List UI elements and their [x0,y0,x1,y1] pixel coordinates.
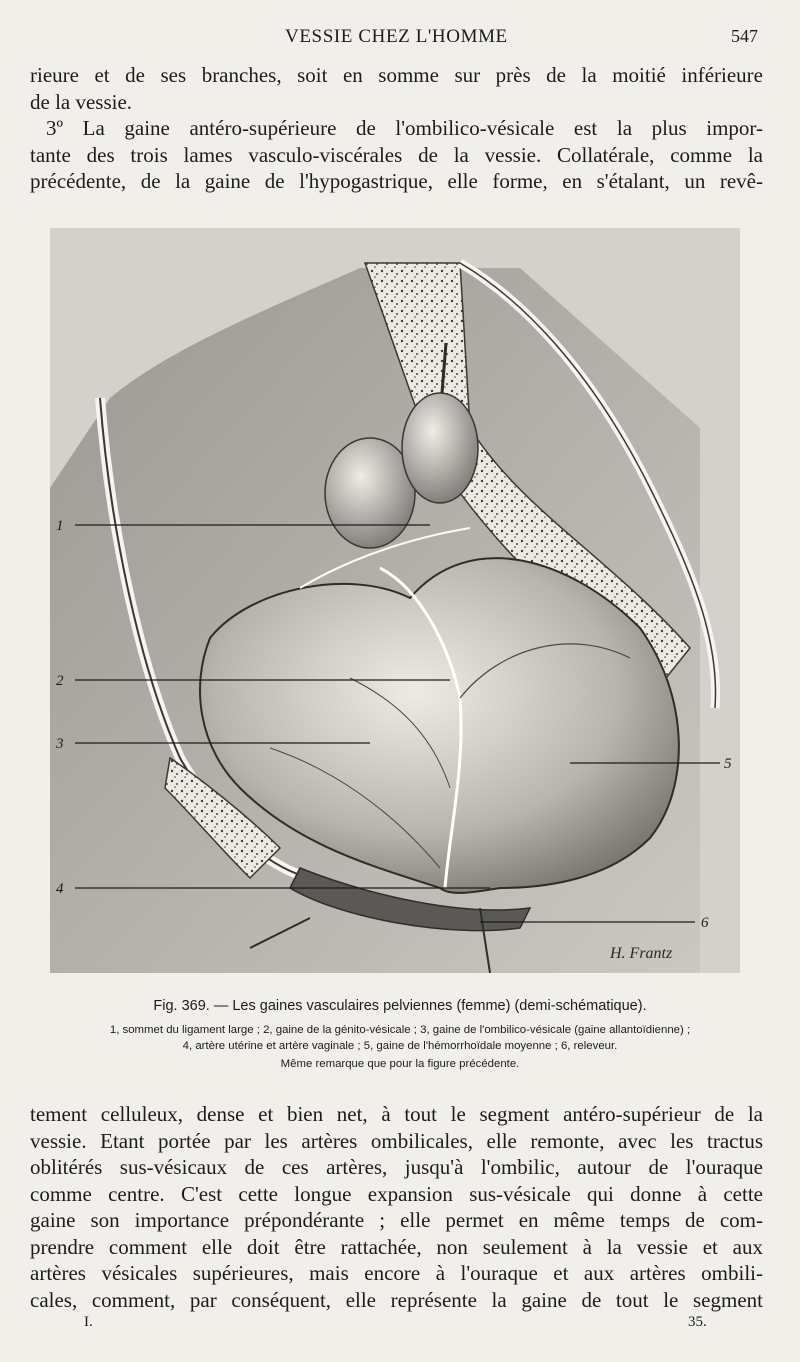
text-line: de la vessie. [30,89,133,114]
illustrator-signature: H. Frantz [610,945,673,962]
callout-2: 2 [56,673,64,689]
running-header [0,26,800,50]
callout-6: 6 [701,915,709,931]
callout-5: 5 [724,756,732,772]
text-line: rieure et de ses branches, soit en somme sur près de la moitié inférieure [30,63,763,87]
text-line: oblitérés sus-vésicaux de ces artères, jusqu'à l'ombilic, autour de l'ouraque [30,1155,763,1179]
page-number: 547 [731,26,758,46]
text-line: gaine son importance prépondérante ; elle permet en même temps de com- [30,1208,763,1232]
anatomical-figure [50,228,740,973]
signature-mark: I. [84,1314,93,1330]
text-line: cales, comment, par conséquent, elle représente la gaine de tout le segment [30,1287,763,1312]
running-title: VESSIE CHEZ L'HOMME [285,26,508,47]
text-line: précédente, de la gaine de l'hypogastrique, elle forme, en s'étalant, un revê- [30,169,763,193]
figure-caption: Fig. 369. — Les gaines vasculaires pelviennes (femme) (demi-schématique). [153,998,647,1014]
text-line: 3º La gaine antéro-supérieure de l'ombilico-vésicale est la plus impor- [46,116,763,140]
sheet-number: 35. [688,1314,707,1330]
paragraph-top [30,62,763,195]
figure-legend-note: Même remarque que pour la figure précédente. [280,1058,520,1070]
callout-3: 3 [56,736,64,752]
page-footer [0,1314,800,1336]
paragraph-bottom [30,1101,763,1313]
callout-4: 4 [56,881,64,897]
text-line: tement celluleux, dense et bien net, à tout le segment antéro-supérieur de la [30,1102,763,1126]
figure-legend-line: 4, artère utérine et artère vaginale ; 5, gaine de l'hémorrhoïdale moyenne ; 6, releveur. [182,1040,618,1052]
text-line: comme centre. C'est cette longue expansion sus-vésicale qui donne à cette [30,1181,763,1206]
text-line: vessie. Etant portée par les artères ombilicales, elle remonte, avec les tractus [30,1128,763,1153]
text-line: tante des trois lames vasculo-viscérales de la vessie. Collatérale, comme la [30,142,763,167]
callout-1: 1 [56,518,64,534]
text-line: artères vésicales supérieures, mais encore à l'ouraque et aux artères ombili- [30,1261,763,1285]
text-line: prendre comment elle doit être rattachée, non seulement à la vessie et aux [30,1234,763,1259]
figure-legend-line: 1, sommet du ligament large ; 2, gaine de la génito-vésicale ; 3, gaine de l'ombilico-vésicale (gaine allantoïdienne) ; [109,1024,691,1036]
pelvis-illustration [50,228,740,973]
